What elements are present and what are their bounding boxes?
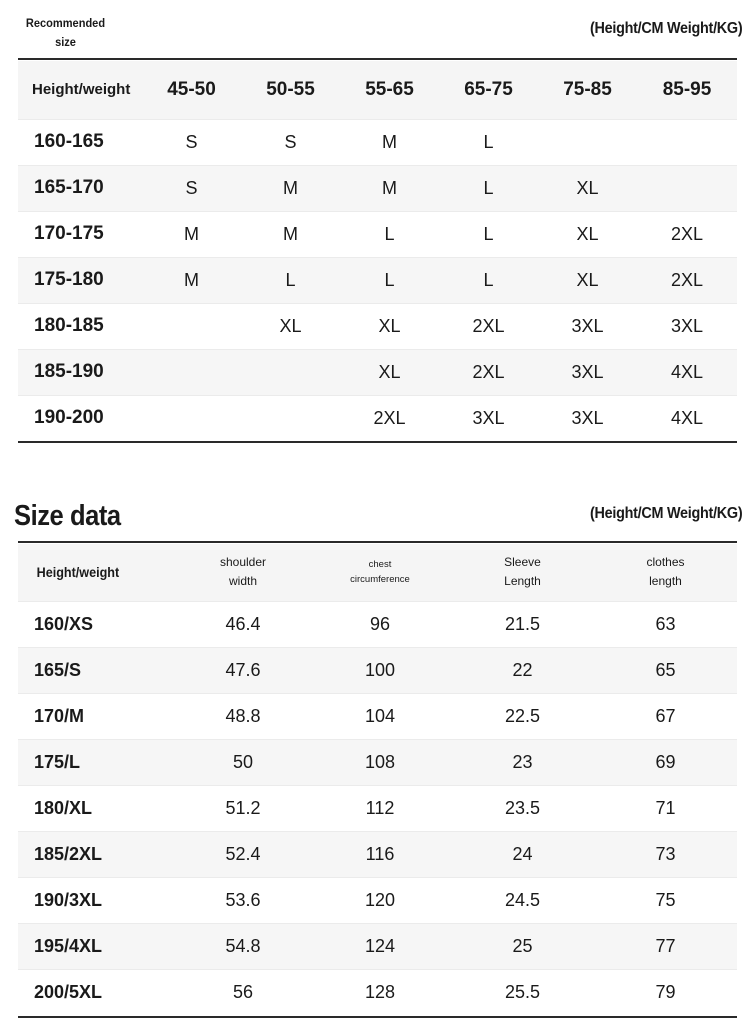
height-range-cell: 175-180 — [18, 257, 142, 303]
weight-range-header: 55-65 — [340, 61, 439, 119]
size-cell — [637, 119, 737, 165]
measurement-cell: 21.5 — [451, 601, 594, 647]
measurement-cell: 73 — [594, 831, 737, 877]
table-row — [18, 303, 737, 349]
table-row — [18, 923, 737, 969]
table-row — [18, 601, 737, 647]
weight-range-header: 85-95 — [637, 61, 737, 119]
table-row — [18, 739, 737, 785]
measurement-cell: 25 — [451, 923, 594, 969]
size-cell: 2XL — [637, 211, 737, 257]
size-cell — [538, 119, 637, 165]
column-header-line2: length — [649, 574, 682, 589]
size-label-cell: 185/2XL — [18, 831, 177, 877]
size-cell: 4XL — [637, 349, 737, 395]
column-header-clothes-length — [594, 544, 737, 601]
measurement-cell: 23 — [451, 739, 594, 785]
size-cell: XL — [538, 165, 637, 211]
size-data-title: Size data — [14, 500, 121, 532]
column-header-line1: clothes — [646, 555, 685, 570]
column-header-line1: shoulder — [219, 555, 267, 570]
recommended-size-label-line2: size — [55, 35, 76, 49]
weight-range-header: 65-75 — [439, 61, 538, 119]
measurement-cell: 48.8 — [177, 693, 309, 739]
measurement-cell: 51.2 — [177, 785, 309, 831]
size-label-cell: 170/M — [18, 693, 177, 739]
size-label-cell: 160/XS — [18, 601, 177, 647]
size-cell: M — [241, 165, 340, 211]
size-cell: XL — [538, 211, 637, 257]
table-row — [18, 211, 737, 257]
size-cell: M — [142, 257, 241, 303]
size-cell: XL — [340, 349, 439, 395]
measurement-cell: 56 — [232, 981, 254, 1002]
height-range-cell: 190-200 — [34, 407, 104, 429]
size-cell: 2XL — [439, 349, 538, 395]
column-header-line1: chest — [368, 559, 392, 571]
size-cell — [241, 349, 340, 395]
measurement-cell: 25.5 — [504, 981, 541, 1002]
measurement-cell: 24 — [451, 831, 594, 877]
measurement-cell: 63 — [594, 601, 737, 647]
height-range-cell: 170-175 — [18, 211, 142, 257]
size-data-bottom-rule — [18, 1016, 737, 1018]
weight-range-header: 45-50 — [142, 61, 241, 119]
column-header-line2: width — [228, 574, 257, 589]
size-cell: S — [142, 119, 241, 165]
size-cell: 3XL — [472, 407, 505, 428]
measurement-cell: 96 — [309, 601, 451, 647]
table-row — [18, 969, 737, 1015]
measurement-cell: 53.6 — [177, 877, 309, 923]
size-cell: 3XL — [538, 349, 637, 395]
corner-label-text: Height/weight — [36, 564, 120, 581]
size-label-cell: 190/3XL — [18, 877, 177, 923]
measurement-cell: 100 — [309, 647, 451, 693]
table-row — [18, 647, 737, 693]
size-cell: M — [340, 119, 439, 165]
measurement-cell: 69 — [594, 739, 737, 785]
column-header-line1: Sleeve — [504, 555, 541, 570]
size-cell: L — [439, 165, 538, 211]
measurement-cell: 22 — [451, 647, 594, 693]
corner-label — [18, 544, 177, 601]
size-cell: M — [241, 211, 340, 257]
table-row — [18, 831, 737, 877]
measurement-cell: 75 — [594, 877, 737, 923]
recommended-size-table — [18, 61, 737, 441]
measurement-cell: 54.8 — [177, 923, 309, 969]
measurement-cell: 79 — [655, 981, 676, 1002]
measurement-cell: 52.4 — [177, 831, 309, 877]
size-label-cell: 165/S — [18, 647, 177, 693]
size-cell: XL — [340, 303, 439, 349]
measurement-cell: 77 — [594, 923, 737, 969]
size-cell: L — [439, 211, 538, 257]
unit-note-top: (Height/CM Weight/KG) — [589, 20, 742, 37]
size-cell: 4XL — [670, 407, 704, 428]
size-data-top-rule — [18, 541, 737, 543]
table-row — [18, 693, 737, 739]
size-cell: S — [142, 165, 241, 211]
measurement-cell: 71 — [594, 785, 737, 831]
size-cell: 3XL — [571, 407, 604, 428]
table-row — [18, 785, 737, 831]
table-row — [18, 119, 737, 165]
table-row — [18, 257, 737, 303]
size-cell — [142, 395, 241, 441]
measurement-cell: 23.5 — [451, 785, 594, 831]
table-row — [18, 395, 737, 441]
size-cell: L — [439, 119, 538, 165]
table-row — [18, 877, 737, 923]
size-cell — [241, 395, 340, 441]
measurement-cell: 50 — [177, 739, 309, 785]
size-cell: 3XL — [637, 303, 737, 349]
column-header-chest-circumference — [309, 544, 451, 601]
unit-note-size-data: (Height/CM Weight/KG) — [589, 505, 742, 522]
measurement-cell: 116 — [309, 831, 451, 877]
size-label-cell: 175/L — [18, 739, 177, 785]
measurement-cell: 120 — [309, 877, 451, 923]
column-header-line2: Length — [504, 574, 541, 589]
size-cell: L — [340, 211, 439, 257]
size-cell: 3XL — [538, 303, 637, 349]
size-cell: L — [439, 257, 538, 303]
weight-range-header: 75-85 — [538, 61, 637, 119]
measurement-cell: 65 — [594, 647, 737, 693]
measurement-cell: 67 — [594, 693, 737, 739]
measurement-cell: 24.5 — [451, 877, 594, 923]
recommended-size-label — [22, 14, 109, 52]
size-cell: XL — [241, 303, 340, 349]
recommended-size-label-line1: Recommended — [25, 16, 106, 30]
size-label-cell: 200/5XL — [34, 981, 103, 1002]
size-label-cell: 180/XL — [18, 785, 177, 831]
column-header-shoulder-width — [177, 544, 309, 601]
corner-label: Height/weight — [18, 61, 142, 119]
height-range-cell: 165-170 — [18, 165, 142, 211]
size-label-cell: 195/4XL — [18, 923, 177, 969]
measurement-cell: 47.6 — [177, 647, 309, 693]
measurement-cell: 104 — [309, 693, 451, 739]
table-header-row — [18, 544, 737, 601]
measurement-cell: 46.4 — [177, 601, 309, 647]
table-row — [18, 349, 737, 395]
column-header-line2: circumference — [350, 574, 410, 586]
size-cell — [142, 349, 241, 395]
measurement-cell: 108 — [309, 739, 451, 785]
size-cell: 2XL — [637, 257, 737, 303]
size-cell: S — [241, 119, 340, 165]
size-cell: L — [241, 257, 340, 303]
height-range-cell: 180-185 — [18, 303, 142, 349]
height-range-cell: 185-190 — [18, 349, 142, 395]
size-cell: 2XL — [439, 303, 538, 349]
size-cell: 2XL — [373, 407, 406, 428]
size-data-table — [18, 544, 737, 1015]
measurement-cell: 124 — [309, 923, 451, 969]
column-header-sleeve-length — [451, 544, 594, 601]
size-cell — [637, 165, 737, 211]
top-rule — [18, 58, 737, 60]
table-header-row — [18, 61, 737, 119]
size-cell: M — [142, 211, 241, 257]
size-cell — [142, 303, 241, 349]
recommended-bottom-rule — [18, 441, 737, 443]
measurement-cell: 22.5 — [451, 693, 594, 739]
size-cell: M — [340, 165, 439, 211]
size-cell: XL — [538, 257, 637, 303]
weight-range-header: 50-55 — [241, 61, 340, 119]
measurement-cell: 128 — [364, 981, 396, 1002]
height-range-cell: 160-165 — [18, 119, 142, 165]
table-row — [18, 165, 737, 211]
measurement-cell: 112 — [309, 785, 451, 831]
size-cell: L — [340, 257, 439, 303]
